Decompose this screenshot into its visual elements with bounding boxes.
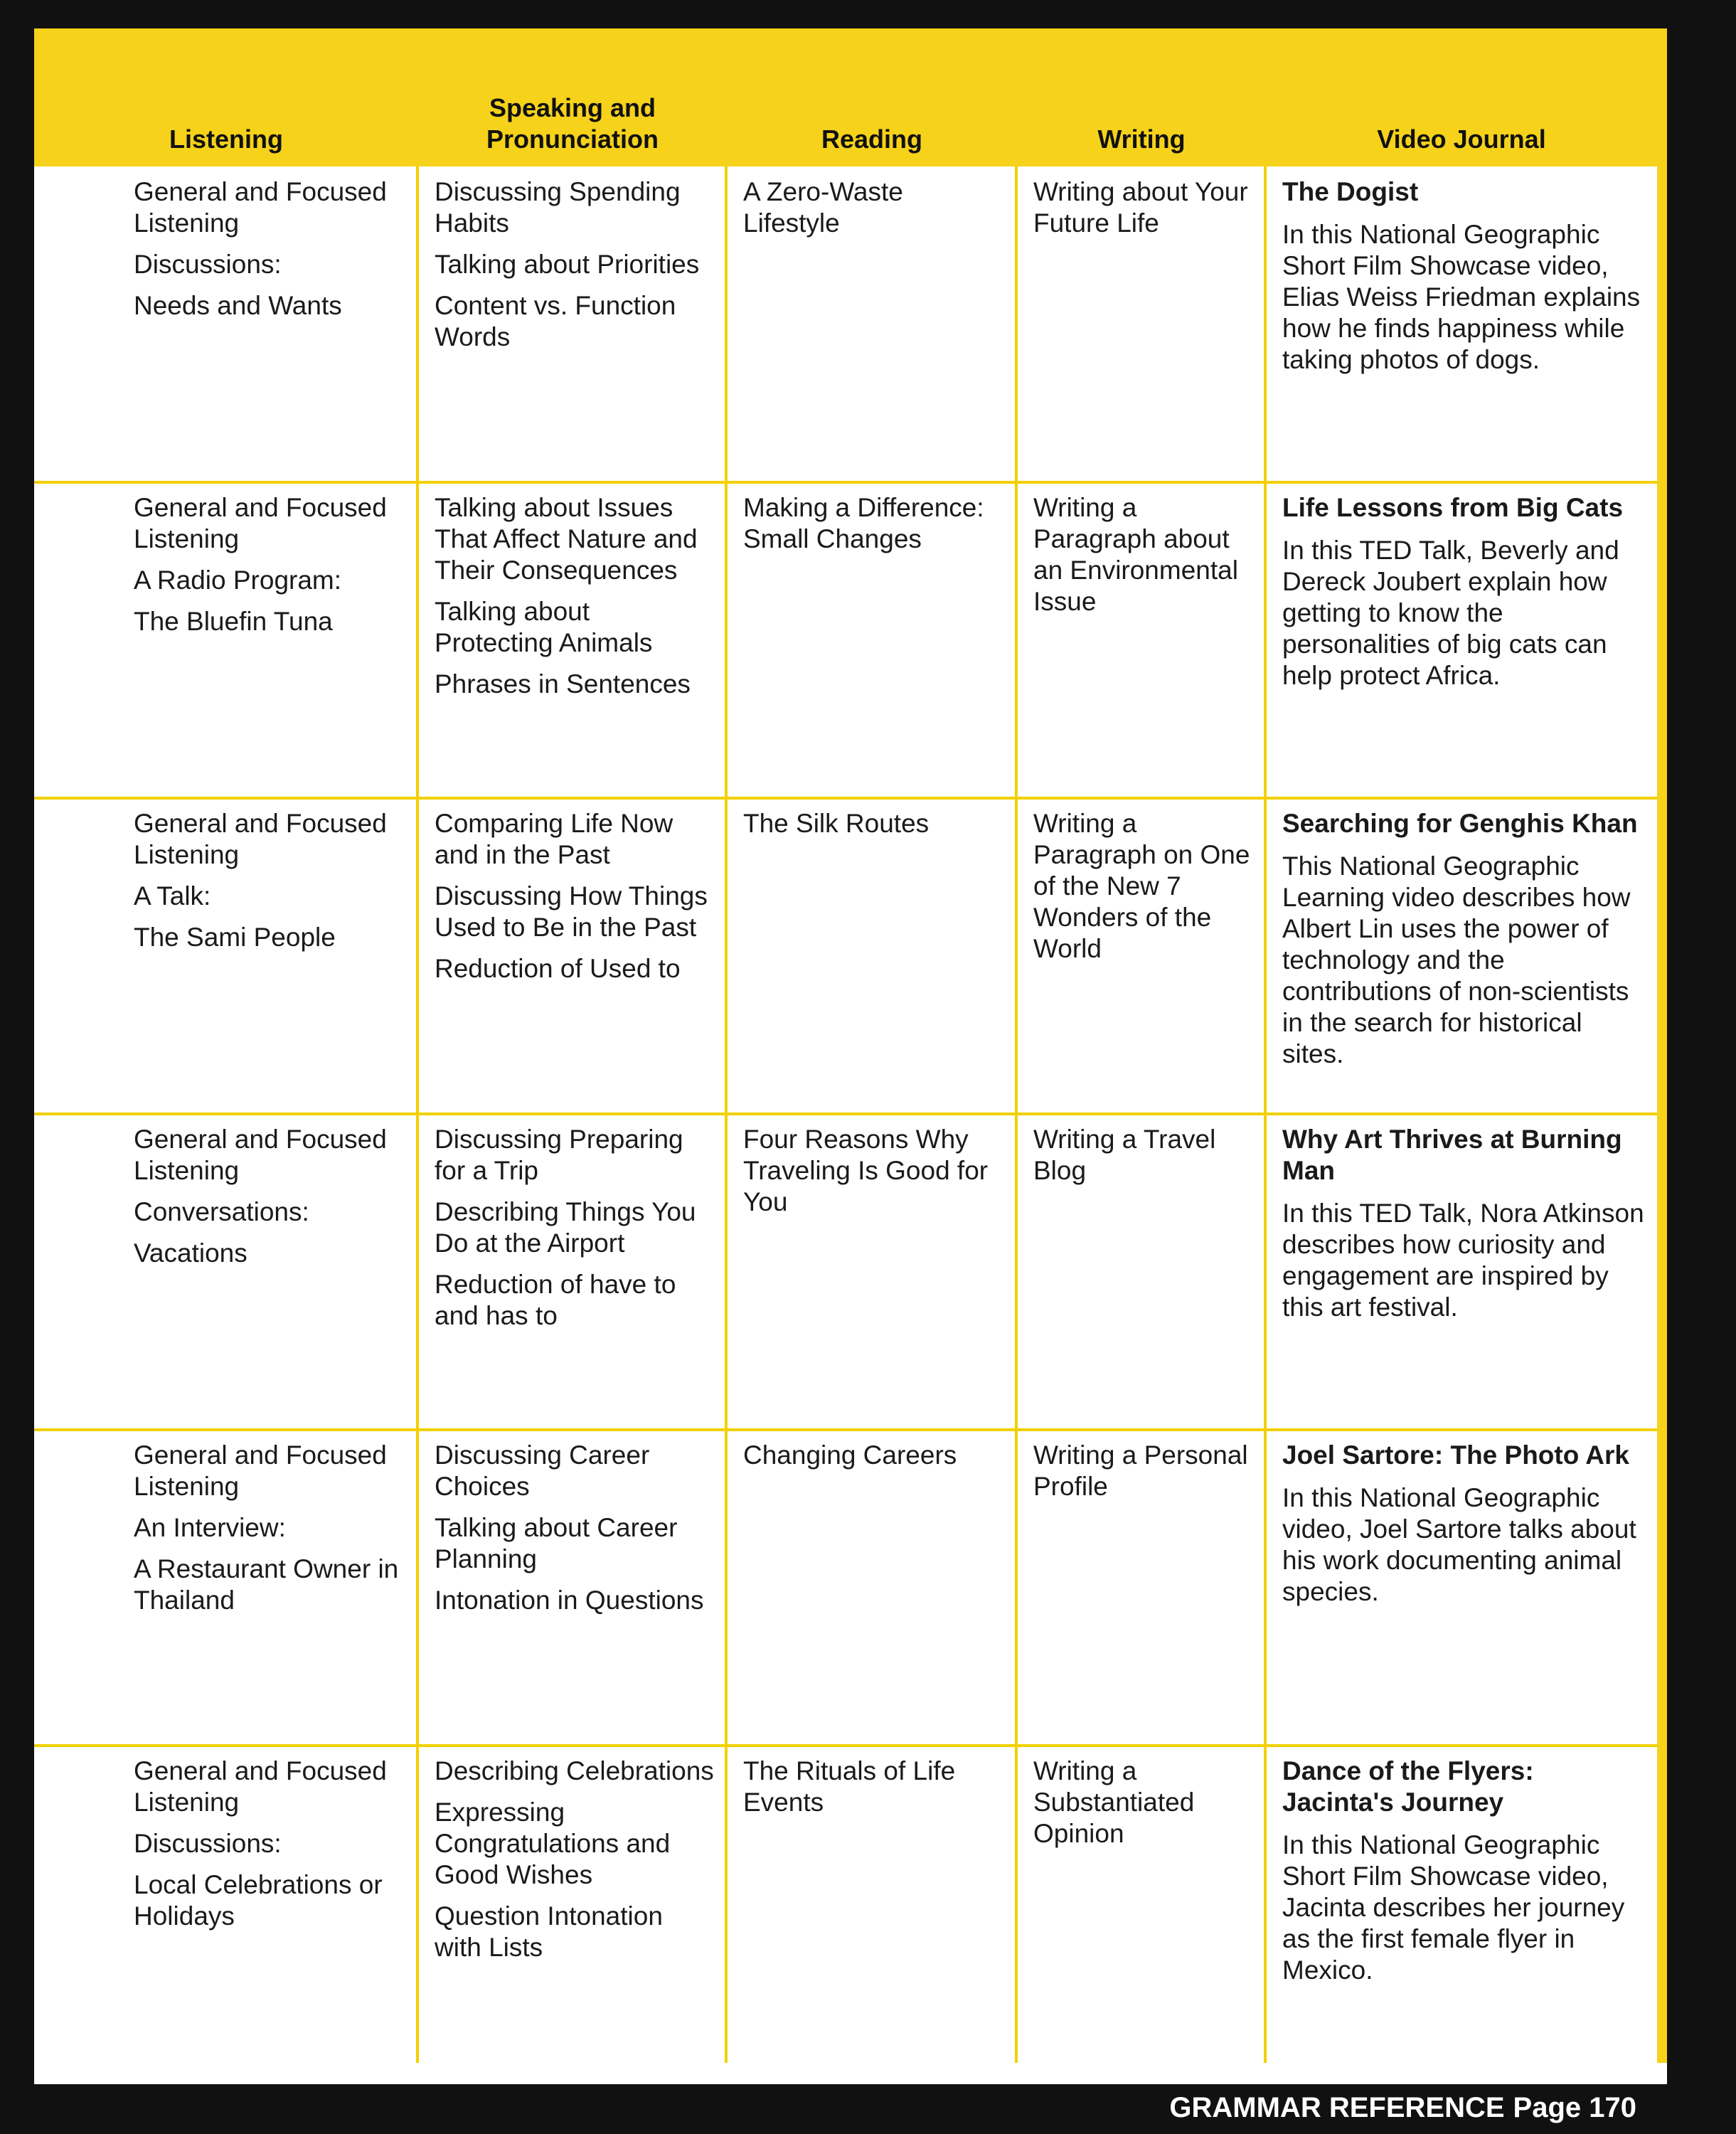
speaking-item: Talking about Career Planning <box>435 1513 678 1573</box>
speaking-item: Talking about Issues That Affect Nature and Their Consequences <box>435 493 698 585</box>
listening-item: A Restaurant Owner in Thailand <box>134 1554 399 1615</box>
reading-topic: A Zero-Waste Lifestyle <box>743 177 903 238</box>
page <box>34 28 1667 2084</box>
speaking-item: Reduction of have to and has to <box>435 1270 676 1330</box>
cell-speaking <box>419 166 725 482</box>
footer-section: GRAMMAR REFERENCE <box>1169 2092 1505 2123</box>
table-row <box>34 798 1657 1114</box>
speaking-item: Describing Celebrations <box>435 1756 714 1785</box>
row-divider <box>34 1113 1657 1115</box>
cell-listening <box>34 1746 416 2061</box>
row-divider <box>34 481 1657 484</box>
column-divider <box>1015 166 1018 2063</box>
speaking-item: Comparing Life Now and in the Past <box>435 809 673 869</box>
writing-topic: Writing a Personal Profile <box>1033 1440 1248 1501</box>
speaking-item: Content vs. Function Words <box>435 291 676 351</box>
listening-item: Vacations <box>134 1238 247 1268</box>
cell-listening <box>34 482 416 798</box>
video-description: In this National Geographic Short Film Showcase video, Elias Weiss Friedman explains how he finds happiness while taking photos of dogs. <box>1282 220 1641 374</box>
listening-item: General and Focused Listening <box>134 1125 387 1185</box>
column-divider <box>1264 166 1267 2063</box>
reading-topic: Making a Difference: Small Changes <box>743 493 984 553</box>
video-description: In this National Geographic Short Film Showcase video, Jacinta describes her journey as the first female flyer in Mexico. <box>1282 1830 1625 1985</box>
speaking-item: Phrases in Sentences <box>435 669 691 699</box>
row-divider <box>34 1744 1657 1747</box>
cell-listening <box>34 798 416 1114</box>
page-footer <box>1169 2092 1636 2124</box>
cell-video <box>1267 166 1657 482</box>
cell-reading <box>728 1746 1015 2061</box>
cell-listening <box>34 1114 416 1430</box>
speaking-item: Reduction of Used to <box>435 954 681 983</box>
video-title: Joel Sartore: The Photo Ark <box>1282 1440 1629 1470</box>
video-description: In this TED Talk, Nora Atkinson describes how curiosity and engagement are inspired by this art festival. <box>1282 1199 1644 1322</box>
table-row <box>34 1746 1657 2061</box>
listening-item: The Bluefin Tuna <box>134 607 333 636</box>
header-reading: Reading <box>821 124 922 154</box>
cell-speaking <box>419 1746 725 2061</box>
cell-reading <box>728 1430 1015 1746</box>
cell-video <box>1267 1430 1657 1746</box>
writing-topic: Writing a Paragraph about an Environmental Issue <box>1033 493 1238 616</box>
speaking-item: Discussing Spending Habits <box>435 177 681 238</box>
writing-topic: Writing about Your Future Life <box>1033 177 1248 238</box>
header-video-journal: Video Journal <box>1377 124 1546 154</box>
table-row <box>34 166 1657 482</box>
video-description: This National Geographic Learning video describes how Albert Lin uses the power of technology and the contributions of non-scientists in the search for historical sites. <box>1282 851 1631 1068</box>
cell-listening <box>34 1430 416 1746</box>
cell-writing <box>1018 1746 1264 2061</box>
table-header <box>34 28 1667 166</box>
listening-item: Local Celebrations or Holidays <box>134 1870 383 1931</box>
reading-topic: Four Reasons Why Traveling Is Good for You <box>743 1125 989 1216</box>
writing-topic: Writing a Substantiated Opinion <box>1033 1756 1195 1848</box>
listening-item: General and Focused Listening <box>134 177 387 238</box>
speaking-item: Question Intonation with Lists <box>435 1901 663 1962</box>
writing-topic: Writing a Paragraph on One of the New 7 Wonders of the World <box>1033 809 1250 963</box>
speaking-item: Expressing Congratulations and Good Wishes <box>435 1798 671 1889</box>
listening-item: General and Focused Listening <box>134 493 387 553</box>
speaking-item: Discussing How Things Used to Be in the Past <box>435 881 708 942</box>
cell-video <box>1267 1746 1657 2061</box>
video-title: The Dogist <box>1282 177 1419 206</box>
reading-topic: Changing Careers <box>743 1440 957 1470</box>
video-description: In this National Geographic video, Joel Sartore talks about his work documenting animal species. <box>1282 1483 1636 1606</box>
column-divider <box>416 166 419 2063</box>
cell-writing <box>1018 482 1264 798</box>
video-description: In this TED Talk, Beverly and Dereck Joubert explain how getting to know the personalities of big cats can help protect Africa. <box>1282 536 1619 690</box>
writing-topic: Writing a Travel Blog <box>1033 1125 1216 1185</box>
speaking-item: Describing Things You Do at the Airport <box>435 1197 696 1258</box>
cell-video <box>1267 482 1657 798</box>
video-title: Dance of the Flyers: Jacinta's Journey <box>1282 1756 1534 1817</box>
speaking-item: Discussing Preparing for a Trip <box>435 1125 683 1185</box>
cell-writing <box>1018 1430 1264 1746</box>
video-title: Life Lessons from Big Cats <box>1282 493 1624 522</box>
listening-item: The Sami People <box>134 923 336 952</box>
cell-reading <box>728 482 1015 798</box>
cell-listening <box>34 166 416 482</box>
column-divider <box>725 166 728 2063</box>
row-divider <box>34 797 1657 800</box>
listening-item: General and Focused Listening <box>134 809 387 869</box>
cell-reading <box>728 166 1015 482</box>
cell-video <box>1267 798 1657 1114</box>
cell-speaking <box>419 1114 725 1430</box>
reading-topic: The Silk Routes <box>743 809 930 838</box>
cell-speaking <box>419 482 725 798</box>
listening-item: Needs and Wants <box>134 291 342 320</box>
cell-writing <box>1018 1114 1264 1430</box>
listening-item: General and Focused Listening <box>134 1756 387 1817</box>
cell-writing <box>1018 166 1264 482</box>
footer-page-number: Page 170 <box>1513 2092 1636 2123</box>
cell-speaking <box>419 798 725 1114</box>
table-row <box>34 482 1657 798</box>
row-divider <box>34 1428 1657 1431</box>
header-writing: Writing <box>1097 124 1186 154</box>
speaking-item: Talking about Priorities <box>435 250 700 279</box>
header-speaking: Speaking and Pronunciation <box>486 93 659 154</box>
table-row <box>34 1430 1657 1746</box>
speaking-item: Discussing Career Choices <box>435 1440 650 1501</box>
listening-item: General and Focused Listening <box>134 1440 387 1501</box>
video-title: Why Art Thrives at Burning Man <box>1282 1125 1622 1185</box>
table-body <box>34 166 1657 2063</box>
cell-reading <box>728 1114 1015 1430</box>
cell-video <box>1267 1114 1657 1430</box>
table-row <box>34 1114 1657 1430</box>
cell-reading <box>728 798 1015 1114</box>
listening-item: Discussions: <box>134 250 282 279</box>
listening-item: Discussions: <box>134 1829 282 1858</box>
speaking-item: Talking about Protecting Animals <box>435 597 653 657</box>
listening-item: Conversations: <box>134 1197 309 1226</box>
listening-item: A Radio Program: <box>134 566 342 595</box>
video-title: Searching for Genghis Khan <box>1282 809 1638 838</box>
header-listening: Listening <box>169 124 283 154</box>
speaking-item: Intonation in Questions <box>435 1586 704 1615</box>
listening-item: An Interview: <box>134 1513 286 1542</box>
cell-writing <box>1018 798 1264 1114</box>
reading-topic: The Rituals of Life Events <box>743 1756 956 1817</box>
cell-speaking <box>419 1430 725 1746</box>
listening-item: A Talk: <box>134 881 211 911</box>
